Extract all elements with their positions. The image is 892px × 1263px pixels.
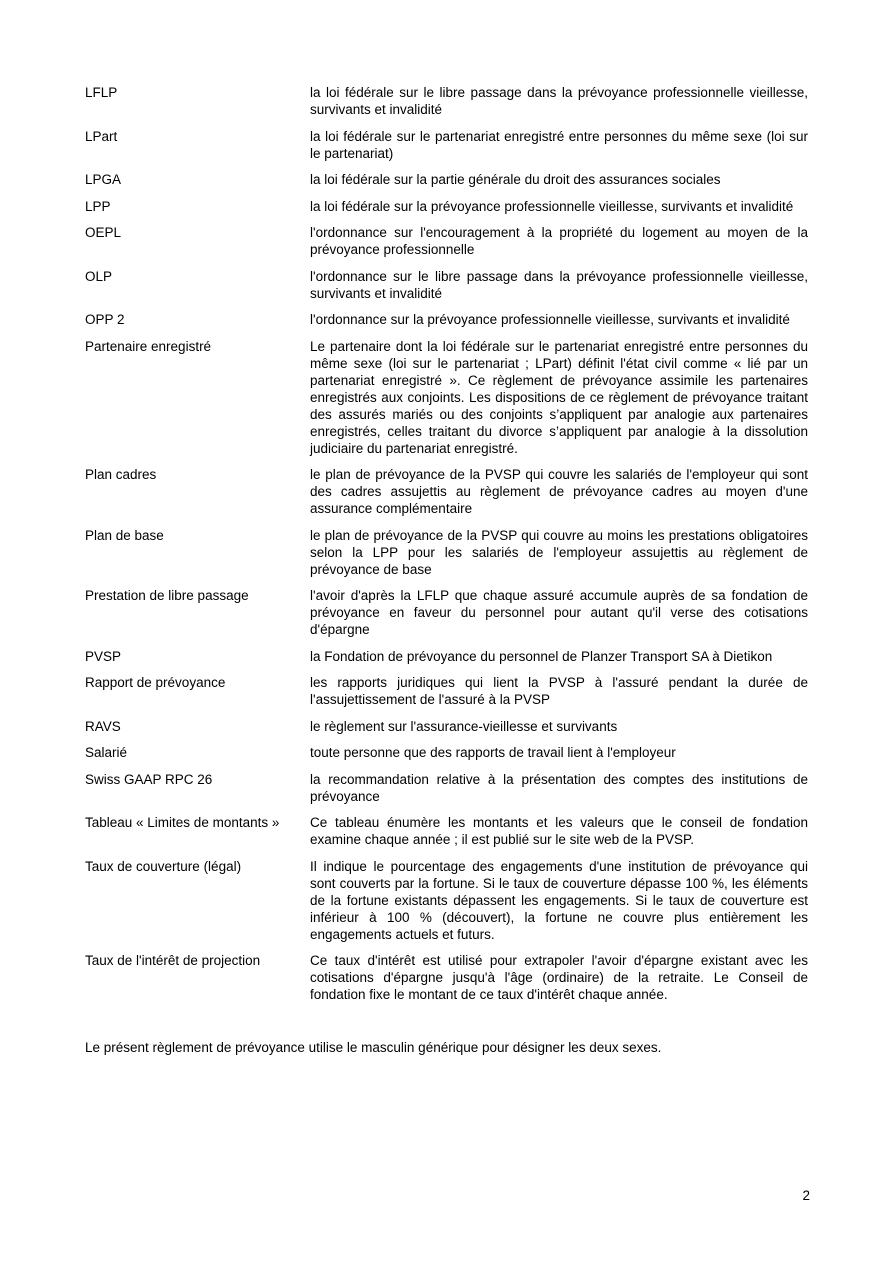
glossary-definition: les rapports juridiques qui lient la PVSP à l'assuré pendant la durée de l'assujettissement de l'assuré à la PVSP xyxy=(310,675,808,707)
glossary-definition: la loi fédérale sur la partie générale du droit des assurances sociales xyxy=(310,172,721,187)
glossary-entry xyxy=(85,84,808,118)
glossary-definition: le règlement sur l'assurance-vieillesse et survivants xyxy=(310,718,618,734)
glossary-entry xyxy=(85,527,808,578)
glossary-entry xyxy=(85,648,808,665)
glossary-term: Salarié xyxy=(85,745,128,760)
gender-usage-note: Le présent règlement de prévoyance utilise le masculin générique pour désigner les deux sexes. xyxy=(85,1040,662,1055)
glossary-term: LPart xyxy=(85,128,118,144)
glossary-term: Rapport de prévoyance xyxy=(85,675,226,690)
glossary-term: LPGA xyxy=(85,172,122,187)
glossary-entry xyxy=(85,128,808,162)
glossary-term: LPP xyxy=(85,198,111,214)
glossary-definition: la loi fédérale sur la prévoyance professionnelle vieillesse, survivants et invalidité xyxy=(310,198,794,214)
page-number: 2 xyxy=(802,1188,810,1203)
glossary-definition: Ce taux d'intérêt est utilisé pour extrapoler l'avoir d'épargne existant avec les cotisations d'épargne jusqu'à l'âge (ordinaire) de la retraite. Le Conseil de fondation fixe le montant de ce taux d'intérêt chaque année. xyxy=(310,953,808,1002)
glossary-definition: l'ordonnance sur la prévoyance professionnelle vieillesse, survivants et invalidité xyxy=(310,312,790,327)
glossary-entry xyxy=(85,268,808,302)
glossary-definition: l'avoir d'après la LFLP que chaque assuré accumule auprès de sa fondation de prévoyance en faveur du personnel pour autant qu'il verse des cotisations d'épargne xyxy=(310,588,808,637)
glossary-entry xyxy=(85,198,808,215)
glossary-term: Plan cadres xyxy=(85,467,157,482)
glossary-entry xyxy=(85,587,808,638)
glossary-term: Partenaire enregistré xyxy=(85,338,212,354)
glossary-definition: Il indique le pourcentage des engagements d'une institution de prévoyance qui sont couverts par la fortune. Si le taux de couverture dépasse 100 %, les éléments de la fortune existants dépassent les engagements. Si le taux de couverture est inférieur à 100 % (découvert), la fortune ne couvre plus entièrement les engagements actuels et futurs. xyxy=(310,858,808,942)
glossary-term: Prestation de libre passage xyxy=(85,588,249,603)
glossary-definition: la loi fédérale sur le libre passage dans la prévoyance professionnelle vieillesse, survivants et invalidité xyxy=(310,85,808,117)
glossary-definition: la Fondation de prévoyance du personnel de Planzer Transport SA à Dietikon xyxy=(310,648,773,664)
glossary-definition: la recommandation relative à la présentation des comptes des institutions de prévoyance xyxy=(310,771,808,804)
glossary-entry xyxy=(85,674,808,708)
glossary-term: Plan de base xyxy=(85,527,164,543)
glossary-term: OEPL xyxy=(85,225,122,240)
glossary-term: PVSP xyxy=(85,648,122,664)
glossary-term: Taux de l'intérêt de projection xyxy=(85,953,261,968)
glossary-list xyxy=(85,84,808,1003)
glossary-definition: Ce tableau énumère les montants et les valeurs que le conseil de fondation examine chaque année ; il est publié sur le site web de la PVSP. xyxy=(310,815,808,847)
glossary-definition: l'ordonnance sur le libre passage dans la prévoyance professionnelle vieillesse, survivants et invalidité xyxy=(310,268,808,301)
glossary-term: Taux de couverture (légal) xyxy=(85,858,242,874)
glossary-entry xyxy=(85,771,808,805)
glossary-entry xyxy=(85,338,808,457)
glossary-term: Tableau « Limites de montants » xyxy=(85,815,280,830)
glossary-entry xyxy=(85,952,808,1003)
glossary-entry xyxy=(85,466,808,517)
glossary-term: Swiss GAAP RPC 26 xyxy=(85,771,213,787)
glossary-term: RAVS xyxy=(85,718,121,734)
glossary-entry xyxy=(85,171,808,188)
glossary-definition: le plan de prévoyance de la PVSP qui couvre les salariés de l'employeur qui sont des cadres assujettis au règlement de prévoyance cadres au moyen d'une assurance complémentaire xyxy=(310,467,808,516)
glossary-entry xyxy=(85,814,808,848)
glossary-definition: la loi fédérale sur le partenariat enregistré entre personnes du même sexe (loi sur le partenariat) xyxy=(310,128,808,161)
glossary-term: LFLP xyxy=(85,85,118,100)
glossary-definition: toute personne que des rapports de travail lient à l'employeur xyxy=(310,745,676,760)
glossary-entry xyxy=(85,224,808,258)
glossary-entry xyxy=(85,744,808,761)
glossary-entry xyxy=(85,858,808,943)
glossary-definition: Le partenaire dont la loi fédérale sur le partenariat enregistré entre personnes du même sexe (loi sur le partenariat ; LPart) définit l'état civil comme « lié par un partenariat enregistré ». Ce règlement de prévoyance assimile les partenaires enregistrés aux conjoints. Les dispositions de ce règlement de prévoyance traitant des assurés mariés ou des conjoints s’appliquent par analogie aux partenaires enregistrés, celles traitant du divorce s’appliquent par analogie à la dissolution judiciaire du partenariat enregistré. xyxy=(310,338,808,456)
glossary-definition: le plan de prévoyance de la PVSP qui couvre au moins les prestations obligatoires selon la LPP pour les salariés de l'employeur assujettis au règlement de prévoyance de base xyxy=(310,527,808,577)
glossary-definition: l'ordonnance sur l'encouragement à la propriété du logement au moyen de la prévoyance professionnelle xyxy=(310,225,808,257)
glossary-section xyxy=(85,84,808,1056)
glossary-term: OPP 2 xyxy=(85,312,125,327)
glossary-entry xyxy=(85,311,808,328)
glossary-term: OLP xyxy=(85,268,113,284)
glossary-entry xyxy=(85,718,808,735)
